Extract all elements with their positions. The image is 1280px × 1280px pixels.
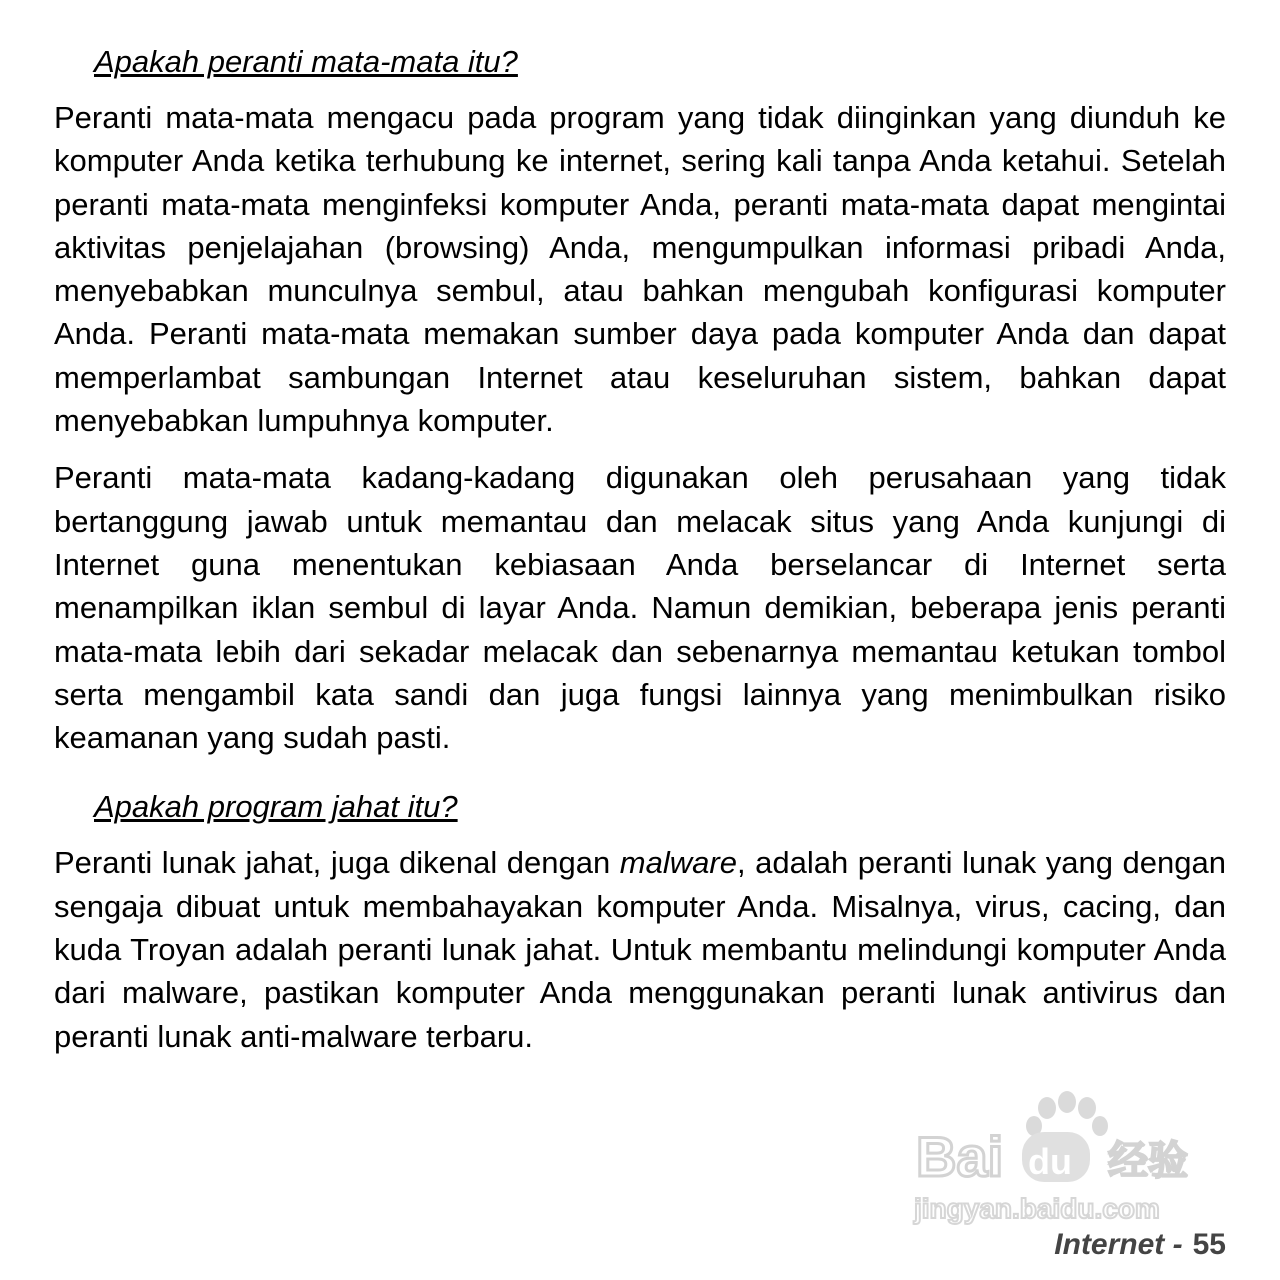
malware-term: malware: [619, 845, 737, 881]
malware-text-before: Peranti lunak jahat, juga dikenal dengan: [54, 845, 620, 881]
paw-icon: [1026, 1091, 1108, 1136]
watermark-url: jingyan.baidu.com: [914, 1193, 1160, 1224]
svg-text:du: du: [1028, 1141, 1072, 1182]
svg-text:经验: 经验: [1108, 1138, 1188, 1184]
footer-section-name: Internet -: [1054, 1228, 1183, 1261]
paragraph-spyware-definition: Peranti mata-mata mengacu pada program yang tidak diinginkan yang diunduh ke komputer Anda ketika terhubung ke internet, sering kali tanpa Anda ketahui. Setelah peranti mata-mata menginfeksi komputer Anda, peranti mata-mata dapat mengintai aktivitas penjelajahan (browsing) Anda, mengumpulkan informasi pribadi Anda, menyebabkan munculnya sembul, atau bahkan mengubah konfigurasi komputer Anda. Peranti mata-mata memakan sumber daya pada komputer Anda dan dapat memperlambat sambungan Internet atau keseluruhan sistem, bahkan dapat menyebabkan lumpuhnya komputer.: [54, 100, 1226, 439]
svg-text:Bai: Bai: [916, 1125, 1004, 1188]
paragraph-spyware-usage: Peranti mata-mata kadang-kadang digunakan oleh perusahaan yang tidak bertanggung jawab untuk memantau dan melacak situs yang Anda kunjungi di Internet guna menentukan kebiasaan Anda berselancar di Internet serta menampilkan iklan sembul di layar Anda. Namun demikian, beberapa jenis peranti mata-mata lebih dari sekadar melacak dan sebenarnya memantau ketukan tombol serta mengambil kata sandi dan juga fungsi lainnya yang menimbulkan risiko keamanan yang sudah pasti.: [54, 460, 1226, 756]
baidu-watermark-logo: [912, 1090, 1212, 1230]
document-page: [54, 40, 1226, 1072]
heading-spyware: Apakah peranti mata-mata itu?: [94, 44, 518, 79]
heading-malware: Apakah program jahat itu?: [94, 789, 458, 825]
paragraph-malware-definition: [54, 841, 1226, 1057]
page-number: 55: [1192, 1228, 1226, 1261]
malware-text-after: , adalah peranti lunak yang dengan sengaja dibuat untuk membahayakan komputer Anda. Misalnya, virus, cacing, dan kuda Troyan adalah peranti lunak jahat. Untuk membantu melindungi komputer Anda dari malware, pastikan komputer Anda menggunakan peranti lunak antivirus dan peranti lunak anti-malware terbaru.: [54, 845, 1226, 1054]
page-footer: [1054, 1228, 1226, 1262]
